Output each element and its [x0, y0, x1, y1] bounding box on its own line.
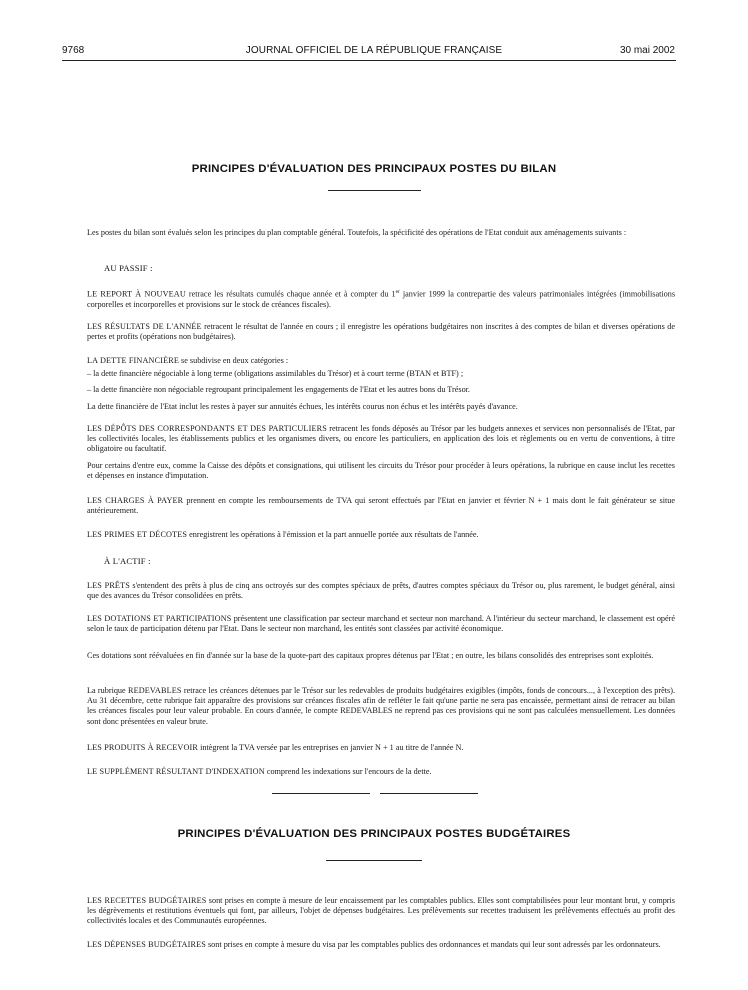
- supplement-text: comprend les indexations sur l'encours de la dette.: [264, 767, 432, 776]
- paragraph-charges: [87, 496, 675, 516]
- depenses-text: sont prises en compte à mesure du visa par les comptables publics des ordonnances et mandats qui leur sont adressés par les ordonnateurs.: [205, 940, 661, 949]
- term-produits: LES PRODUITS À RECEVOIR: [87, 743, 199, 752]
- paragraph-supplement: [87, 767, 675, 777]
- paragraph-dotations: [87, 614, 675, 634]
- dotations-note-text: Ces dotations sont réévaluées en fin d'année sur la base de la quote-part des capitaux propres détenus par l'Etat ; en outre, les bilans consolidés des entreprises sont exploités.: [87, 651, 654, 660]
- term-charges: LES CHARGES À PAYER: [87, 496, 184, 505]
- dette-item-1-text: – la dette financière négociable à long terme (obligations assimilables du Trésor) et à court terme (BTAN et BTF) ;: [87, 369, 464, 378]
- section-title-bilan: PRINCIPES D'ÉVALUATION DES PRINCIPAUX POSTES DU BILAN: [191, 163, 557, 175]
- paragraph-depots: [87, 424, 675, 455]
- paragraph-redevables: [87, 686, 675, 727]
- intro-text: Les postes du bilan sont évalués selon les principes du plan comptable général. Toutefois, la spécificité des opérations de l'Etat conduit aux aménagements suivants :: [87, 228, 627, 237]
- term-resultats: LES RÉSULTATS DE L'ANNÉE: [87, 322, 202, 331]
- report-superscript: er: [395, 289, 400, 295]
- produits-text: intègrent la TVA versée par les entreprises en janvier N + 1 au titre de l'année N.: [198, 743, 464, 752]
- term-dotations: LES DOTATIONS ET PARTICIPATIONS: [87, 614, 232, 623]
- resultats-text: retracent le résultat de l'année en cours ; il enregistre les opérations budgétaires non inscrites à des comptes de bilan et diverses opérations de pertes et profits (opérations non budgétaires).: [87, 322, 675, 342]
- dette-text: se subdivise en deux catégories :: [179, 356, 289, 365]
- term-report: LE REPORT À NOUVEAU: [87, 289, 186, 299]
- paragraph-dette-note: [87, 402, 675, 412]
- charges-text: prennent en compte les remboursements de TVA qui seront effectués par l'Etat en janvier et février N + 1 mais dont le fait générateur se situe antérieurement.: [87, 496, 675, 516]
- depots-text: retracent les fonds déposés au Trésor par les budgets annexes et services non personnalisés de l'Etat, par les collectivités locales, les établissements publics et les organismes divers, ou encore les particuliers, en application des lois et règlements ou en vertu de conventions, à titre obligatoire ou facultatif.: [87, 424, 675, 454]
- dotations-text: présentent une classification par secteur marchand et secteur non marchand. A l'intérieur du secteur marchand, le classement est opéré selon le taux de participation détenu par l'Etat. Dans le secteur non marchand, les entités sont classées par activité économique.: [87, 614, 675, 634]
- paragraph-resultats: [87, 322, 675, 342]
- paragraph-prets: [87, 581, 675, 601]
- list-item-dette-2: [87, 385, 675, 395]
- dette-note-text: La dette financière de l'Etat inclut les restes à payer sur annuités échues, les intérêts courus non échus et les intérêts payés d'avance.: [87, 402, 518, 411]
- title-underline-budget: [326, 860, 422, 861]
- prets-text: s'entendent des prêts à plus de cinq ans octroyés sur des comptes spéciaux de prêts, d'autres comptes spéciaux du Trésor ou, plus rarement, le budget général, ainsi que des avances du Trésor consolidées en prêts.: [87, 581, 675, 601]
- recettes-text: sont prises en compte à mesure de leur encaissement par les comptables publics. Elles sont comptabilisées pour leur montant brut, y compris les dégrèvements et restitutions éventuels qui font, par ailleurs, l'objet de dépenses budgétaires. Les prélèvements sur recettes traduisent les prélèvements effectués au profit des collectivités locales et des Communautés européennes.: [87, 896, 675, 926]
- dette-item-2-text: – la dette financière non négociable regroupant principalement les engagements de l'Etat et les autres bons du Trésor.: [87, 385, 470, 394]
- redevables-text-pre: La rubrique: [87, 686, 128, 695]
- depots-note-text: Pour certains d'entre eux, comme la Caisse des dépôts et consignations, qui utilisent les circuits du Trésor pour procéder à leurs opérations, la rubrique en cause inclut les recettes et dépenses en instance d'imputation.: [87, 461, 675, 481]
- separator-left: [272, 793, 370, 794]
- subheading-actif: À L'ACTIF :: [104, 556, 151, 566]
- section-separator: [272, 793, 478, 794]
- term-redevables: REDEVABLES: [127, 686, 182, 695]
- subheading-passif: AU PASSIF :: [104, 263, 153, 273]
- term-supplement: LE SUPPLÉMENT RÉSULTANT D'INDEXATION: [87, 767, 265, 776]
- section-title-budget: PRINCIPES D'ÉVALUATION DES PRINCIPAUX POSTES BUDGÉTAIRES: [177, 828, 571, 840]
- term-depots: LES DÉPÔTS DES CORRESPONDANTS ET DES PARTICULIERS: [87, 424, 327, 433]
- title-underline-bilan: [328, 190, 421, 191]
- paragraph-depenses: [87, 940, 675, 950]
- report-text-pre: retrace les résultats cumulés chaque année et à compter du 1: [185, 289, 396, 299]
- redevables-text: retrace les créances détenues par le Trésor sur les redevables de produits budgétaires exigibles (impôts, fonds de concours..., à l'exception des prêts). Au 31 décembre, cette rubrique fait apparaître des provisions sur créances fiscales afin de refléter le fait qu'une partie ne sera pas encaissée, permettant ainsi de retracer au bilan les créances fiscales pour leur valeur probable. En cours d'année, le compte REDEVABLES ne reprend pas ces provisions qui ne sont pas calculées mensuellement. Les données sont donc présentées en valeur brute.: [87, 686, 675, 726]
- term-primes: LES PRIMES ET DÉCOTES: [87, 530, 188, 539]
- paragraph-dotations-note: [87, 651, 675, 661]
- paragraph-dette: [87, 356, 675, 366]
- separator-right: [380, 793, 478, 794]
- term-dette: LA DETTE FINANCIÈRE: [87, 356, 179, 365]
- term-prets: LES PRÊTS: [87, 581, 130, 590]
- paragraph-depots-note: [87, 461, 675, 481]
- term-recettes: LES RECETTES BUDGÉTAIRES: [87, 896, 207, 905]
- primes-text: enregistrent les opérations à l'émission et la part annuelle portée aux résultats de l'année.: [187, 530, 479, 539]
- paragraph-primes: [87, 530, 675, 540]
- header-rule: [62, 60, 676, 61]
- journal-title: JOURNAL OFFICIEL DE LA RÉPUBLIQUE FRANÇAISE: [245, 45, 503, 56]
- paragraph-recettes: [87, 896, 675, 927]
- report-text-post: janvier 1999 la contrepartie des valeurs patrimoniales intégrées (immobilisations corporelles et incorporelles et provisions sur le stock de créances fiscales).: [87, 289, 676, 309]
- term-depenses: LES DÉPENSES BUDGÉTAIRES: [87, 940, 206, 949]
- paragraph-report: [87, 287, 675, 310]
- paragraph-intro: [87, 228, 675, 238]
- list-item-dette-1: [87, 369, 675, 379]
- publication-date: 30 mai 2002: [619, 45, 675, 56]
- paragraph-produits: [87, 743, 675, 753]
- page-number: 9768: [62, 45, 85, 56]
